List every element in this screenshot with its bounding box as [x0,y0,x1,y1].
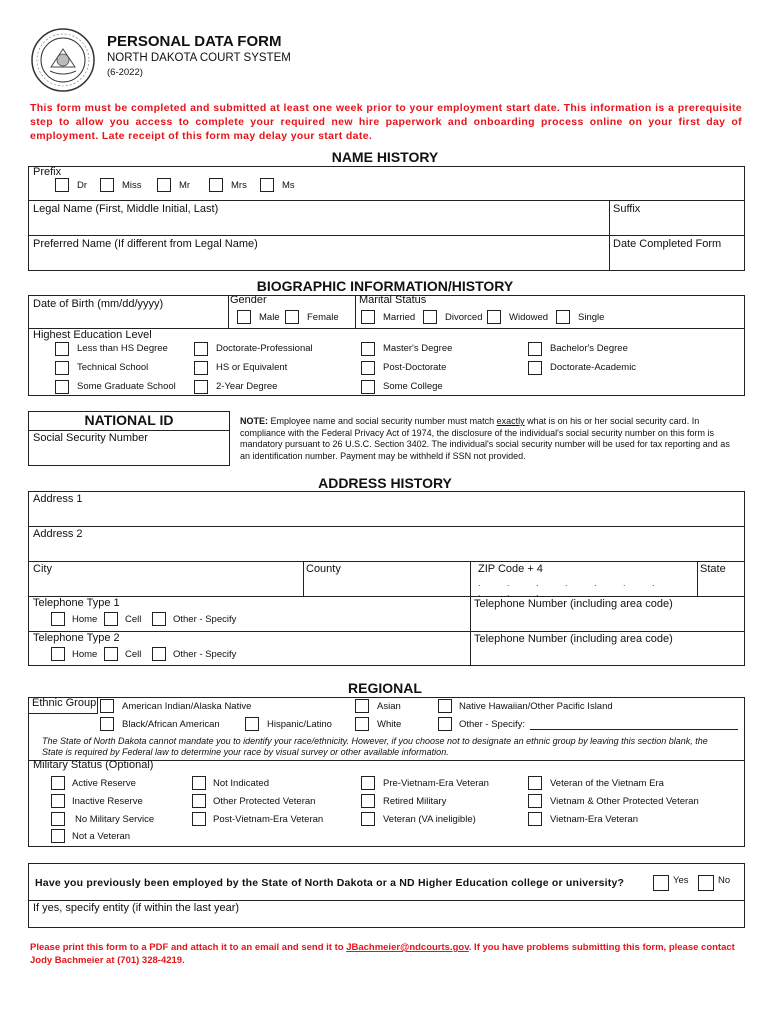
prior-employment-yes-label: Yes [673,875,689,886]
gender-female-checkbox[interactable] [285,310,299,324]
mil-post-vietnam-checkbox[interactable] [192,812,206,826]
date-completed-field[interactable]: Date Completed Form [613,238,722,250]
phone1-other-label: Other - Specify [173,614,237,625]
phone1-other-checkbox[interactable] [152,612,166,626]
mil-no-service-checkbox[interactable] [51,812,65,826]
phone2-other-label: Other - Specify [173,649,237,660]
mil-vietnam-era-veteran-checkbox[interactable] [528,776,542,790]
prefix-mrs-label: Mrs [231,180,247,191]
marital-widowed-label: Widowed [509,312,549,323]
edu-hs-equivalent-label: HS or Equivalent [216,362,288,373]
mil-va-ineligible-checkbox[interactable] [361,812,375,826]
mil-post-vietnam-label: Post-Vietnam-Era Veteran [213,814,324,825]
dob-field[interactable]: Date of Birth (mm/dd/yyyy) [33,298,164,310]
ssn-note [240,416,740,462]
edu-2-year-label: 2-Year Degree [216,381,278,392]
mil-not-indicated-checkbox[interactable] [192,776,206,790]
city-field[interactable]: City [33,563,52,575]
edu-2-year-checkbox[interactable] [194,380,208,394]
marital-widowed-checkbox[interactable] [487,310,501,324]
prefix-label: Prefix [33,166,62,178]
ssn-note-pre: Employee name and social security number must match [268,416,497,426]
prefix-dr-label: Dr [77,180,88,191]
phone2-cell-label: Cell [125,649,142,660]
intro-notice: This form must be completed and submitted at least one week prior to your employment start date. This information is a prerequisite step to allow you access to complete your required new hire paperwork and onboarding process online on your first day of employment. Late receipt of this form may delay your start date. [30,102,742,142]
zip-field[interactable]: ZIP Code + 4 [478,563,543,575]
marital-divorced-label: Divorced [445,312,483,323]
mil-other-protected-checkbox[interactable] [192,794,206,808]
gender-label: Gender [230,294,267,306]
military-label: Military Status (Optional) [33,759,154,771]
ssn-note-bold: NOTE: [240,416,268,426]
edu-bachelors-label: Bachelor's Degree [550,343,628,354]
address1-field[interactable]: Address 1 [33,493,83,505]
phone2-other-checkbox[interactable] [152,647,166,661]
ethnic-hispanic-checkbox[interactable] [245,717,259,731]
mil-not-veteran-checkbox[interactable] [51,829,65,843]
mil-pre-vietnam-checkbox[interactable] [361,776,375,790]
edu-some-college-label: Some College [383,381,443,392]
edu-doctorate-professional-label: Doctorate-Professional [216,343,313,354]
ssn-note-post: what is on his or her social security card. In compliance with the Federal Privacy Act of 1974, the disclosure of the individual's social security number on this form is mandatory pursuant to 26 U.S.C. Section 3402. The individual's social security number will be used for tax reporting and as an identification number. Payment may be withheld if SSN not provided. [240,416,730,461]
court-seal [30,27,96,93]
mil-inactive-reserve-label: Inactive Reserve [72,796,143,807]
footer-email-link[interactable]: JBachmeier@ndcourts.gov [346,942,469,953]
phone2-home-label: Home [72,649,98,660]
ethnic-hispanic-label: Hispanic/Latino [267,719,332,730]
edu-less-than-hs-checkbox[interactable] [55,342,69,356]
prefix-ms-checkbox[interactable] [260,178,274,192]
ethnic-black-checkbox[interactable] [100,717,114,731]
mil-vietnam-other-protected-label: Vietnam & Other Protected Veteran [550,796,699,807]
edu-technical-checkbox[interactable] [55,361,69,375]
ssn-field[interactable]: Social Security Number [33,432,148,444]
edu-less-than-hs-label: Less than HS Degree [77,343,168,354]
edu-hs-equivalent-checkbox[interactable] [194,361,208,375]
footer-pre: Please print this form to a PDF and attach it to an email and send it to [30,942,347,953]
ethnic-other-label: Other - Specify: [459,719,525,730]
prefix-ms-label: Ms [282,180,295,191]
prefix-mrs-checkbox[interactable] [209,178,223,192]
phone1-cell-checkbox[interactable] [104,612,118,626]
prior-employment-entity-field[interactable]: If yes, specify entity (if within the last year) [33,902,240,914]
prefix-miss-checkbox[interactable] [100,178,114,192]
footer-instructions [30,941,742,967]
marital-single-checkbox[interactable] [556,310,570,324]
edu-bachelors-checkbox[interactable] [528,342,542,356]
regional-heading: REGIONAL [348,680,422,696]
ethnic-note: The State of North Dakota cannot mandate you to identify your race/ethnicity. However, if you choose not to designate an ethnic group by leaving this section blank, the State is required by Federal law to determine your race by visual survey or other available information. [42,736,708,757]
footer-post: . If you have problems submitting this form, please contact Jody Bachmeier at (701) 328-4219. [30,942,735,966]
phone2-label: Telephone Type 2 [33,632,120,644]
phone2-home-checkbox[interactable] [51,647,65,661]
prefix-mr-checkbox[interactable] [157,178,171,192]
ethnic-black-label: Black/African American [122,719,220,730]
mil-no-service-label: No Military Service [75,814,155,825]
mil-active-reserve-label: Active Reserve [72,778,136,789]
edu-doctorate-academic-label: Doctorate-Academic [550,362,637,373]
prior-employment-question: Have you previously been employed by the State of North Dakota or a ND Higher Education college or university? [35,877,625,889]
mil-pre-vietnam-label: Pre-Vietnam-Era Veteran [383,778,489,789]
prior-employment-no-label: No [718,875,731,886]
marital-married-label: Married [383,312,416,323]
mil-retired-checkbox[interactable] [361,794,375,808]
ssn-note-underline: exactly [496,416,525,426]
mil-vietnam-other-protected-checkbox[interactable] [528,794,542,808]
mil-not-veteran-label: Not a Veteran [72,831,131,842]
national-id-heading: NATIONAL ID [84,412,174,428]
zip-dot-guides: . . . . . . . . . . [478,578,667,598]
suffix-field[interactable]: Suffix [613,203,641,215]
edu-post-doctorate-label: Post-Doctorate [383,362,447,373]
phone1-label: Telephone Type 1 [33,597,120,609]
prefix-mr-label: Mr [179,180,191,191]
ethnic-asian-label: Asian [377,701,401,712]
phone1-cell-label: Cell [125,614,142,625]
county-field[interactable]: County [306,563,341,575]
ethnic-white-label: White [377,719,402,730]
prior-employment-yes-checkbox[interactable] [653,875,669,891]
phone2-number-field[interactable]: Telephone Number (including area code) [474,633,673,645]
marital-divorced-checkbox[interactable] [423,310,437,324]
phone1-home-checkbox[interactable] [51,612,65,626]
preferred-name-field[interactable]: Preferred Name (If different from Legal Name) [33,238,258,250]
edu-some-graduate-checkbox[interactable] [55,380,69,394]
edu-doctorate-professional-checkbox[interactable] [194,342,208,356]
phone1-number-field[interactable]: Telephone Number (including area code) [474,598,673,610]
mil-vietnam-era-checkbox[interactable] [528,812,542,826]
ethnic-american-indian-checkbox[interactable] [100,699,114,713]
education-label: Highest Education Level [33,329,152,341]
ethnic-other-checkbox[interactable] [438,717,452,731]
name-history-heading: NAME HISTORY [331,149,439,165]
gender-male-checkbox[interactable] [237,310,251,324]
mil-not-indicated-label: Not Indicated [213,778,269,789]
form-title: PERSONAL DATA FORM [107,33,282,50]
mil-va-ineligible-label: Veteran (VA ineligible) [383,814,476,825]
mil-inactive-reserve-checkbox[interactable] [51,794,65,808]
mil-active-reserve-checkbox[interactable] [51,776,65,790]
prefix-miss-label: Miss [122,180,142,191]
address2-field[interactable]: Address 2 [33,528,83,540]
edu-masters-checkbox[interactable] [361,342,375,356]
edu-masters-label: Master's Degree [383,343,453,354]
edu-some-graduate-label: Some Graduate School [77,381,176,392]
ethnic-white-checkbox[interactable] [355,717,369,731]
gender-male-label: Male [259,312,280,323]
edu-technical-label: Technical School [77,362,149,373]
mil-other-protected-label: Other Protected Veteran [213,796,316,807]
marital-married-checkbox[interactable] [361,310,375,324]
legal-name-field[interactable]: Legal Name (First, Middle Initial, Last) [33,203,219,215]
mil-vietnam-era-label: Vietnam-Era Veteran [550,814,639,825]
ethnic-native-hawaiian-label: Native Hawaiian/Other Pacific Island [459,701,613,712]
ethnic-label: Ethnic Group [32,697,97,709]
ethnic-other-specify-line[interactable] [530,729,738,730]
gender-female-label: Female [307,312,339,323]
mil-vietnam-era-veteran-label: Veteran of the Vietnam Era [550,778,664,789]
state-field[interactable]: State [700,563,726,575]
edu-post-doctorate-checkbox[interactable] [361,361,375,375]
edu-doctorate-academic-checkbox[interactable] [528,361,542,375]
ethnic-native-hawaiian-checkbox[interactable] [438,699,452,713]
mil-retired-label: Retired Military [383,796,447,807]
phone2-cell-checkbox[interactable] [104,647,118,661]
phone1-home-label: Home [72,614,98,625]
prefix-dr-checkbox[interactable] [55,178,69,192]
form-version: (6-2022) [107,67,143,78]
biographic-heading: BIOGRAPHIC INFORMATION/HISTORY [256,278,514,294]
prior-employment-no-checkbox[interactable] [698,875,714,891]
prior-employment-box [28,863,745,928]
marital-single-label: Single [578,312,605,323]
ethnic-asian-checkbox[interactable] [355,699,369,713]
marital-label: Marital Status [359,294,427,306]
ethnic-american-indian-label: American Indian/Alaska Native [122,701,252,712]
address-heading: ADDRESS HISTORY [318,475,452,491]
form-subtitle: NORTH DAKOTA COURT SYSTEM [107,52,291,64]
edu-some-college-checkbox[interactable] [361,380,375,394]
